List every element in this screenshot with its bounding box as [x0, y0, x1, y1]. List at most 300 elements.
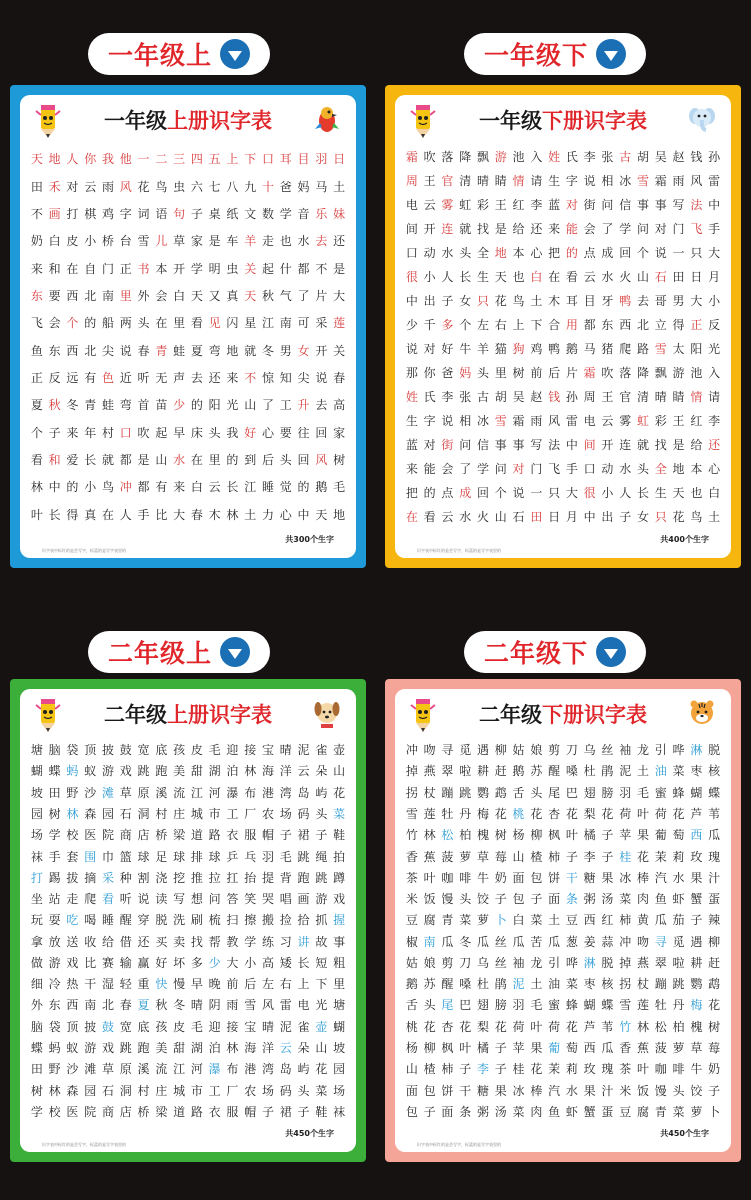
character-cell [492, 929, 510, 950]
character-glyph: 鸟 [101, 480, 114, 495]
character-count-label: 共450个生字 [285, 1129, 334, 1138]
character-glyph: 首 [137, 398, 150, 413]
character-cell [527, 263, 545, 287]
character-glyph: 跳 [119, 1041, 132, 1056]
character-glyph: 拐 [619, 977, 632, 992]
character-cell [439, 335, 457, 359]
character-cell [510, 737, 528, 758]
character-cell [705, 992, 723, 1013]
character-cell [563, 1056, 581, 1077]
character-glyph: 弯 [208, 343, 221, 358]
character-cell [670, 191, 688, 215]
character-cell [28, 389, 46, 416]
character-glyph: 晴 [190, 998, 203, 1013]
character-cell [259, 335, 277, 362]
character-cell [81, 1099, 99, 1120]
character-glyph: 莲 [636, 998, 649, 1013]
character-cell [687, 382, 705, 406]
character-glyph: 苹 [619, 828, 632, 843]
character-cell [581, 311, 599, 335]
character-cell [439, 382, 457, 406]
character-glyph: 爸 [441, 365, 454, 380]
character-cell [421, 843, 439, 864]
character-cell [616, 929, 634, 950]
character-glyph: 雪 [137, 234, 150, 249]
character-cell [241, 417, 259, 444]
character-glyph: 游 [672, 365, 685, 380]
character-cell [403, 737, 421, 758]
character-cell [241, 801, 259, 822]
character-cell [545, 843, 563, 864]
poster-title-grade: 二年级 [104, 703, 167, 727]
character-cell [224, 950, 242, 971]
character-glyph: 矮 [279, 955, 292, 970]
character-glyph: 子 [279, 828, 292, 843]
character-cell [206, 1014, 224, 1035]
character-cell [456, 737, 474, 758]
character-glyph: 船 [101, 316, 114, 331]
character-cell [439, 801, 457, 822]
character-cell [634, 358, 652, 382]
character-cell [563, 843, 581, 864]
character-glyph: 啦 [459, 764, 472, 779]
character-cell [46, 307, 64, 334]
character-glyph: 都 [583, 318, 596, 333]
character-glyph: 梨 [476, 1019, 489, 1034]
character-glyph: 对 [654, 222, 667, 237]
character-glyph: 弯 [119, 398, 132, 413]
character-glyph: 和 [48, 453, 61, 468]
character-glyph: 石 [654, 270, 667, 285]
character-cell [421, 335, 439, 359]
character-glyph: 字 [565, 174, 578, 189]
character-cell [581, 865, 599, 886]
character-glyph: 割 [137, 870, 150, 885]
character-glyph: 菜 [565, 977, 578, 992]
character-cell [224, 865, 242, 886]
character-glyph: 两 [119, 316, 132, 331]
character-cell [439, 263, 457, 287]
character-glyph: 睡 [261, 480, 274, 495]
character-glyph: 得 [66, 507, 79, 522]
character-glyph: 顶 [84, 743, 97, 758]
character-glyph: 脱 [601, 955, 614, 970]
character-glyph: 学 [244, 934, 257, 949]
character-cell [687, 215, 705, 239]
character-cell [81, 471, 99, 498]
character-glyph: 请 [708, 389, 721, 404]
character-cell [705, 1056, 723, 1077]
character-glyph: 看 [30, 453, 43, 468]
character-cell [152, 225, 170, 252]
chevron-down-icon[interactable] [596, 637, 626, 667]
character-cell [224, 143, 242, 170]
character-glyph: 坡 [30, 785, 43, 800]
character-glyph: 觅 [672, 934, 685, 949]
character-glyph: 南 [101, 288, 114, 303]
character-glyph: 西 [690, 828, 703, 843]
character-glyph: 比 [155, 507, 168, 522]
character-glyph: 踢 [48, 870, 61, 885]
character-cell [64, 471, 82, 498]
character-glyph: 的 [84, 316, 97, 331]
character-cell [295, 801, 313, 822]
character-cell [527, 167, 545, 191]
character-cell [224, 1077, 242, 1098]
character-cell [527, 758, 545, 779]
character-cell [224, 471, 242, 498]
character-cell [312, 737, 330, 758]
character-glyph: 鸭 [548, 341, 561, 356]
character-cell [295, 1035, 313, 1056]
character-glyph: 心 [261, 425, 274, 440]
grade-tab-pill[interactable] [464, 631, 646, 673]
character-cell [581, 1035, 599, 1056]
character-glyph: 妹 [333, 206, 346, 221]
character-glyph: 连 [441, 222, 454, 237]
character-glyph: 找 [654, 437, 667, 452]
character-glyph: 草 [119, 785, 132, 800]
character-cell [188, 886, 206, 907]
character-cell [581, 907, 599, 928]
character-cell [46, 362, 64, 389]
character-glyph: 奶 [30, 234, 43, 249]
character-cell [99, 843, 117, 864]
character-glyph: 春 [137, 343, 150, 358]
character-glyph: 腐 [423, 913, 436, 928]
character-glyph: 雪 [405, 806, 418, 821]
character-cell [634, 335, 652, 359]
character-glyph: 来 [405, 461, 418, 476]
character-cell [527, 950, 545, 971]
character-cell [46, 737, 64, 758]
character-glyph: 屿 [297, 1062, 310, 1077]
character-cell [206, 252, 224, 279]
character-glyph: 绳 [315, 849, 328, 864]
character-cell [152, 1035, 170, 1056]
character-glyph: 毛 [279, 849, 292, 864]
character-glyph: 苹 [512, 1041, 525, 1056]
character-glyph: 树 [512, 365, 525, 380]
character-cell [510, 263, 528, 287]
character-cell [277, 1056, 295, 1077]
character-glyph: 快 [155, 977, 168, 992]
character-cell [188, 865, 206, 886]
character-glyph: 叶 [459, 1041, 472, 1056]
character-cell [64, 307, 82, 334]
character-cell [616, 143, 634, 167]
character-cell [224, 1099, 242, 1120]
character-cell [474, 843, 492, 864]
character-glyph: 丝 [601, 743, 614, 758]
character-cell [634, 907, 652, 928]
character-glyph: 画 [297, 892, 310, 907]
character-glyph: 胡 [636, 150, 649, 165]
character-glyph: 入 [708, 365, 721, 380]
character-cell [527, 1035, 545, 1056]
character-cell [170, 198, 188, 225]
character-cell [421, 822, 439, 843]
character-cell [135, 1014, 153, 1035]
character-cell [456, 929, 474, 950]
character-glyph: 也 [279, 234, 292, 249]
character-cell [188, 780, 206, 801]
character-cell [117, 280, 135, 307]
character-glyph: 赵 [530, 389, 543, 404]
character-cell [510, 822, 528, 843]
character-glyph: 日 [548, 509, 561, 524]
character-glyph: 情 [690, 389, 703, 404]
character-glyph: 雪 [494, 413, 507, 428]
character-cell [492, 191, 510, 215]
character-cell [474, 950, 492, 971]
character-glyph: 棋 [84, 206, 97, 221]
character-cell [99, 471, 117, 498]
character-glyph: 李 [583, 849, 596, 864]
character-glyph: 来 [226, 371, 239, 386]
character-glyph: 糖 [583, 870, 596, 885]
character-cell [616, 1035, 634, 1056]
character-cell [439, 239, 457, 263]
character-cell [259, 780, 277, 801]
character-glyph: 南 [279, 316, 292, 331]
character-glyph: 情 [512, 174, 525, 189]
character-cell [456, 311, 474, 335]
character-cell [28, 886, 46, 907]
character-glyph: 真 [226, 288, 239, 303]
character-cell [510, 758, 528, 779]
character-cell [81, 950, 99, 971]
character-glyph: 东 [601, 318, 614, 333]
character-glyph: 肉 [636, 892, 649, 907]
character-cell [170, 865, 188, 886]
character-glyph: 问 [601, 198, 614, 213]
character-glyph: 下 [530, 318, 543, 333]
grade-tab-pill[interactable] [88, 631, 270, 673]
character-cell [206, 471, 224, 498]
character-glyph: 就 [636, 437, 649, 452]
character-cell [170, 170, 188, 197]
grade-tab-pill[interactable] [88, 33, 270, 75]
character-glyph: 棒 [636, 870, 649, 885]
character-cell [206, 886, 224, 907]
character-glyph: 庄 [173, 806, 186, 821]
character-glyph: 色 [101, 371, 114, 386]
character-cell [492, 215, 510, 239]
character-cell [46, 444, 64, 471]
character-glyph: 白 [173, 288, 186, 303]
character-cell [152, 971, 170, 992]
character-glyph: 鼓 [101, 1019, 114, 1034]
character-cell [330, 362, 348, 389]
character-cell [135, 992, 153, 1013]
character-glyph: 流 [155, 1062, 168, 1077]
character-cell [403, 929, 421, 950]
character-cell [99, 1014, 117, 1035]
character-glyph: 巴 [565, 785, 578, 800]
character-cell [670, 865, 688, 886]
character-cell [705, 971, 723, 992]
character-cell [599, 1035, 617, 1056]
character-glyph: 鸭 [619, 294, 632, 309]
character-glyph: 卜 [494, 913, 507, 928]
character-cell [581, 215, 599, 239]
character-glyph: 燕 [636, 955, 649, 970]
character-cell [99, 737, 117, 758]
character-glyph: 天 [672, 485, 685, 500]
character-glyph: 苦 [530, 934, 543, 949]
character-glyph: 校 [48, 1104, 61, 1119]
character-cell [312, 143, 330, 170]
character-glyph: 西 [66, 998, 79, 1013]
character-cell [687, 843, 705, 864]
character-glyph: 鹦 [690, 977, 703, 992]
character-glyph: 哭 [261, 892, 274, 907]
character-glyph: 门 [101, 261, 114, 276]
character-cell [117, 886, 135, 907]
character-glyph: 去 [315, 234, 328, 249]
character-cell [456, 287, 474, 311]
character-cell [206, 822, 224, 843]
character-cell [277, 865, 295, 886]
character-cell [439, 780, 457, 801]
chevron-down-icon[interactable] [220, 637, 250, 667]
character-cell [170, 499, 188, 526]
character-cell [241, 280, 259, 307]
character-cell [527, 843, 545, 864]
character-glyph: 路 [208, 828, 221, 843]
character-cell [545, 502, 563, 526]
character-glyph: 布 [226, 1062, 239, 1077]
character-glyph: 冬 [66, 398, 79, 413]
character-cell [170, 950, 188, 971]
character-glyph: 苏 [530, 764, 543, 779]
character-glyph: 大 [708, 246, 721, 261]
character-glyph: 还 [137, 934, 150, 949]
character-glyph: 北 [84, 343, 97, 358]
character-cell [510, 950, 528, 971]
character-cell [474, 929, 492, 950]
character-cell [705, 311, 723, 335]
character-grid [403, 143, 723, 526]
character-cell [634, 1056, 652, 1077]
character-glyph: 米 [619, 1083, 632, 1098]
character-glyph: 火 [619, 270, 632, 285]
character-glyph: 蜂 [672, 785, 685, 800]
character-cell [259, 929, 277, 950]
character-glyph: 山 [636, 270, 649, 285]
character-cell [117, 1035, 135, 1056]
character-cell [117, 801, 135, 822]
character-cell [581, 167, 599, 191]
character-glyph: 林 [244, 764, 257, 779]
character-glyph: 雷 [565, 413, 578, 428]
character-glyph: 音 [297, 206, 310, 221]
character-glyph: 事 [494, 437, 507, 452]
character-cell [28, 252, 46, 279]
character-glyph: 河 [190, 1062, 203, 1077]
character-glyph: 去 [636, 294, 649, 309]
character-cell [421, 907, 439, 928]
character-glyph: 泥 [512, 977, 525, 992]
chevron-down-icon[interactable] [596, 39, 626, 69]
character-glyph: 园 [84, 1083, 97, 1098]
character-glyph: 句 [173, 206, 186, 221]
character-glyph: 云 [583, 270, 596, 285]
character-cell [705, 1077, 723, 1098]
character-cell [403, 143, 421, 167]
character-glyph: 心 [279, 507, 292, 522]
character-cell [563, 454, 581, 478]
character-glyph: 啡 [459, 870, 472, 885]
character-glyph: 醒 [119, 913, 132, 928]
character-cell [492, 843, 510, 864]
character-cell [206, 225, 224, 252]
grade-tab-pill[interactable] [464, 33, 646, 75]
character-glyph: 桥 [155, 828, 168, 843]
character-cell [634, 822, 652, 843]
character-glyph: 知 [279, 371, 292, 386]
character-glyph: 桂 [512, 1062, 525, 1077]
character-cell [117, 992, 135, 1013]
character-glyph: 脑 [48, 743, 61, 758]
character-cell [670, 950, 688, 971]
character-glyph: 鹃 [601, 764, 614, 779]
character-cell [403, 239, 421, 263]
character-cell [64, 170, 82, 197]
character-glyph: 剪 [441, 955, 454, 970]
character-cell [46, 929, 64, 950]
character-cell [170, 252, 188, 279]
character-glyph: 可 [297, 316, 310, 331]
character-cell [403, 335, 421, 359]
character-glyph: 能 [423, 461, 436, 476]
character-glyph: 泊 [226, 764, 239, 779]
character-glyph: 土 [636, 764, 649, 779]
character-glyph: 袖 [512, 955, 525, 970]
character-cell [510, 1014, 528, 1035]
character-glyph: 飘 [476, 150, 489, 165]
character-glyph: 雪 [636, 174, 649, 189]
character-cell [581, 971, 599, 992]
character-cell [206, 444, 224, 471]
character-cell [616, 971, 634, 992]
character-glyph: 吴 [512, 389, 525, 404]
character-glyph: 王 [601, 389, 614, 404]
character-cell [99, 886, 117, 907]
character-cell [135, 737, 153, 758]
character-glyph: 森 [66, 1083, 79, 1098]
character-cell [312, 886, 330, 907]
character-cell [403, 1056, 421, 1077]
character-glyph: 饺 [690, 1083, 703, 1098]
character-glyph: 雷 [279, 998, 292, 1013]
character-glyph: 排 [190, 849, 203, 864]
character-cell [135, 362, 153, 389]
character-glyph: 泥 [297, 743, 310, 758]
character-cell [456, 502, 474, 526]
character-glyph: 壶 [315, 1019, 328, 1034]
character-cell [403, 971, 421, 992]
chevron-down-icon[interactable] [220, 39, 250, 69]
character-cell [403, 907, 421, 928]
character-glyph: 土 [548, 913, 561, 928]
character-cell [510, 502, 528, 526]
character-glyph: 送 [66, 934, 79, 949]
character-cell [241, 170, 259, 197]
character-cell [295, 843, 313, 864]
character-glyph: 风 [548, 413, 561, 428]
